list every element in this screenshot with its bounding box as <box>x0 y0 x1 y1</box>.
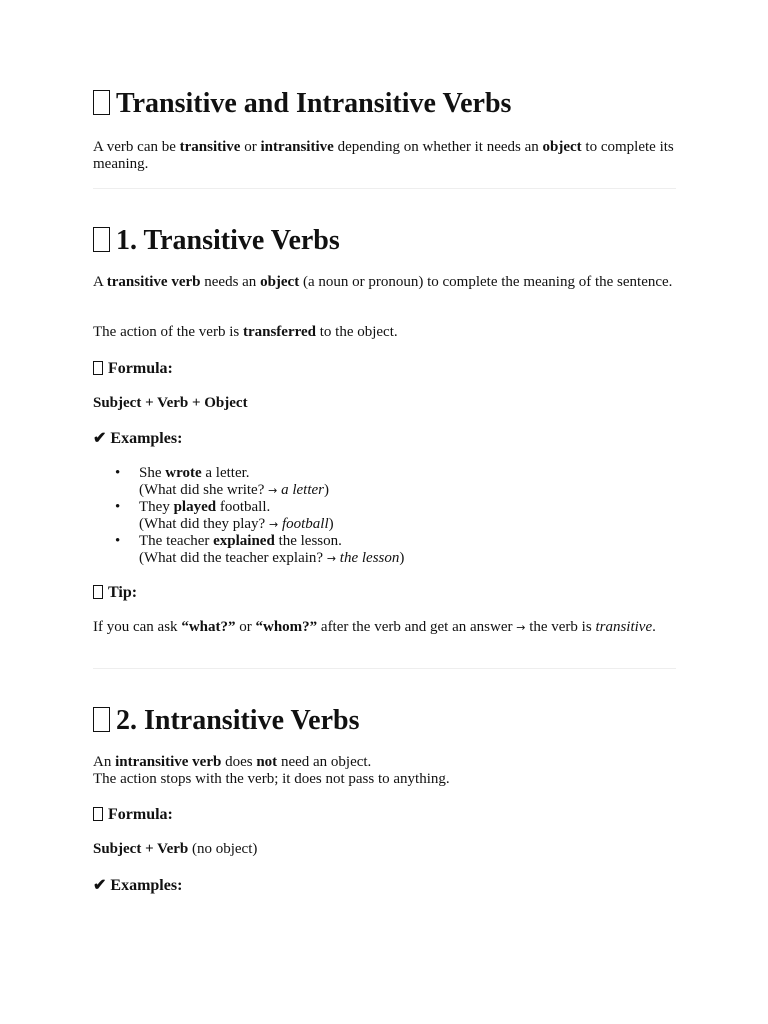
transitive-formula: Subject + Verb + Object <box>93 395 248 411</box>
transitive-definition: A transitive verb needs an object (a noun or pronoun) to complete the meaning of the sentence. <box>93 274 673 290</box>
section-heading-transitive: 1. Transitive Verbs <box>93 225 340 257</box>
bullet: • <box>115 533 121 549</box>
lightbulb-icon <box>93 585 103 599</box>
list-item: • They played football. (What did they play? → football) <box>115 499 334 532</box>
intransitive-formula-heading: Formula: <box>93 805 173 825</box>
list-item: • The teacher explained the lesson. (What did the teacher explain? → the lesson) <box>115 533 405 566</box>
check-icon: ✔ <box>93 877 107 894</box>
transitive-action: The action of the verb is transferred to the object. <box>93 324 398 340</box>
page-title: Transitive and Intransitive Verbs <box>93 88 511 120</box>
pin-icon <box>93 707 110 732</box>
section-divider <box>93 668 676 669</box>
arrow-icon: → <box>268 518 279 531</box>
pencil-icon <box>93 361 103 375</box>
pin-icon <box>93 227 110 252</box>
intro-paragraph: A verb can be transitive or intransitive depending on whether it needs an object to complete its meaning. <box>93 139 674 172</box>
bullet: • <box>115 499 121 515</box>
pencil-icon <box>93 807 103 821</box>
intransitive-examples-heading: ✔ Examples: <box>93 877 183 894</box>
transitive-examples-heading: ✔ Examples: <box>93 430 183 447</box>
check-icon: ✔ <box>93 430 107 447</box>
transitive-formula-heading: Formula: <box>93 359 173 379</box>
list-item: • She wrote a letter. (What did she write? → a letter) <box>115 465 329 498</box>
arrow-icon: → <box>326 552 337 565</box>
section-heading-intransitive: 2. Intransitive Verbs <box>93 705 359 737</box>
section-divider <box>93 188 676 189</box>
arrow-icon: → <box>516 621 526 634</box>
bullet: • <box>115 465 121 481</box>
intransitive-formula: Subject + Verb (no object) <box>93 841 258 857</box>
intransitive-definition: An intransitive verb does not need an object. The action stops with the verb; it does not pass to anything. <box>93 754 450 787</box>
tip-paragraph: If you can ask “what?” or “whom?” after the verb and get an answer → the verb is transitive. <box>93 619 656 635</box>
transitive-examples-list <box>93 465 676 567</box>
book-icon <box>93 90 110 115</box>
tip-heading: Tip: <box>93 583 137 603</box>
arrow-icon: → <box>268 484 278 497</box>
